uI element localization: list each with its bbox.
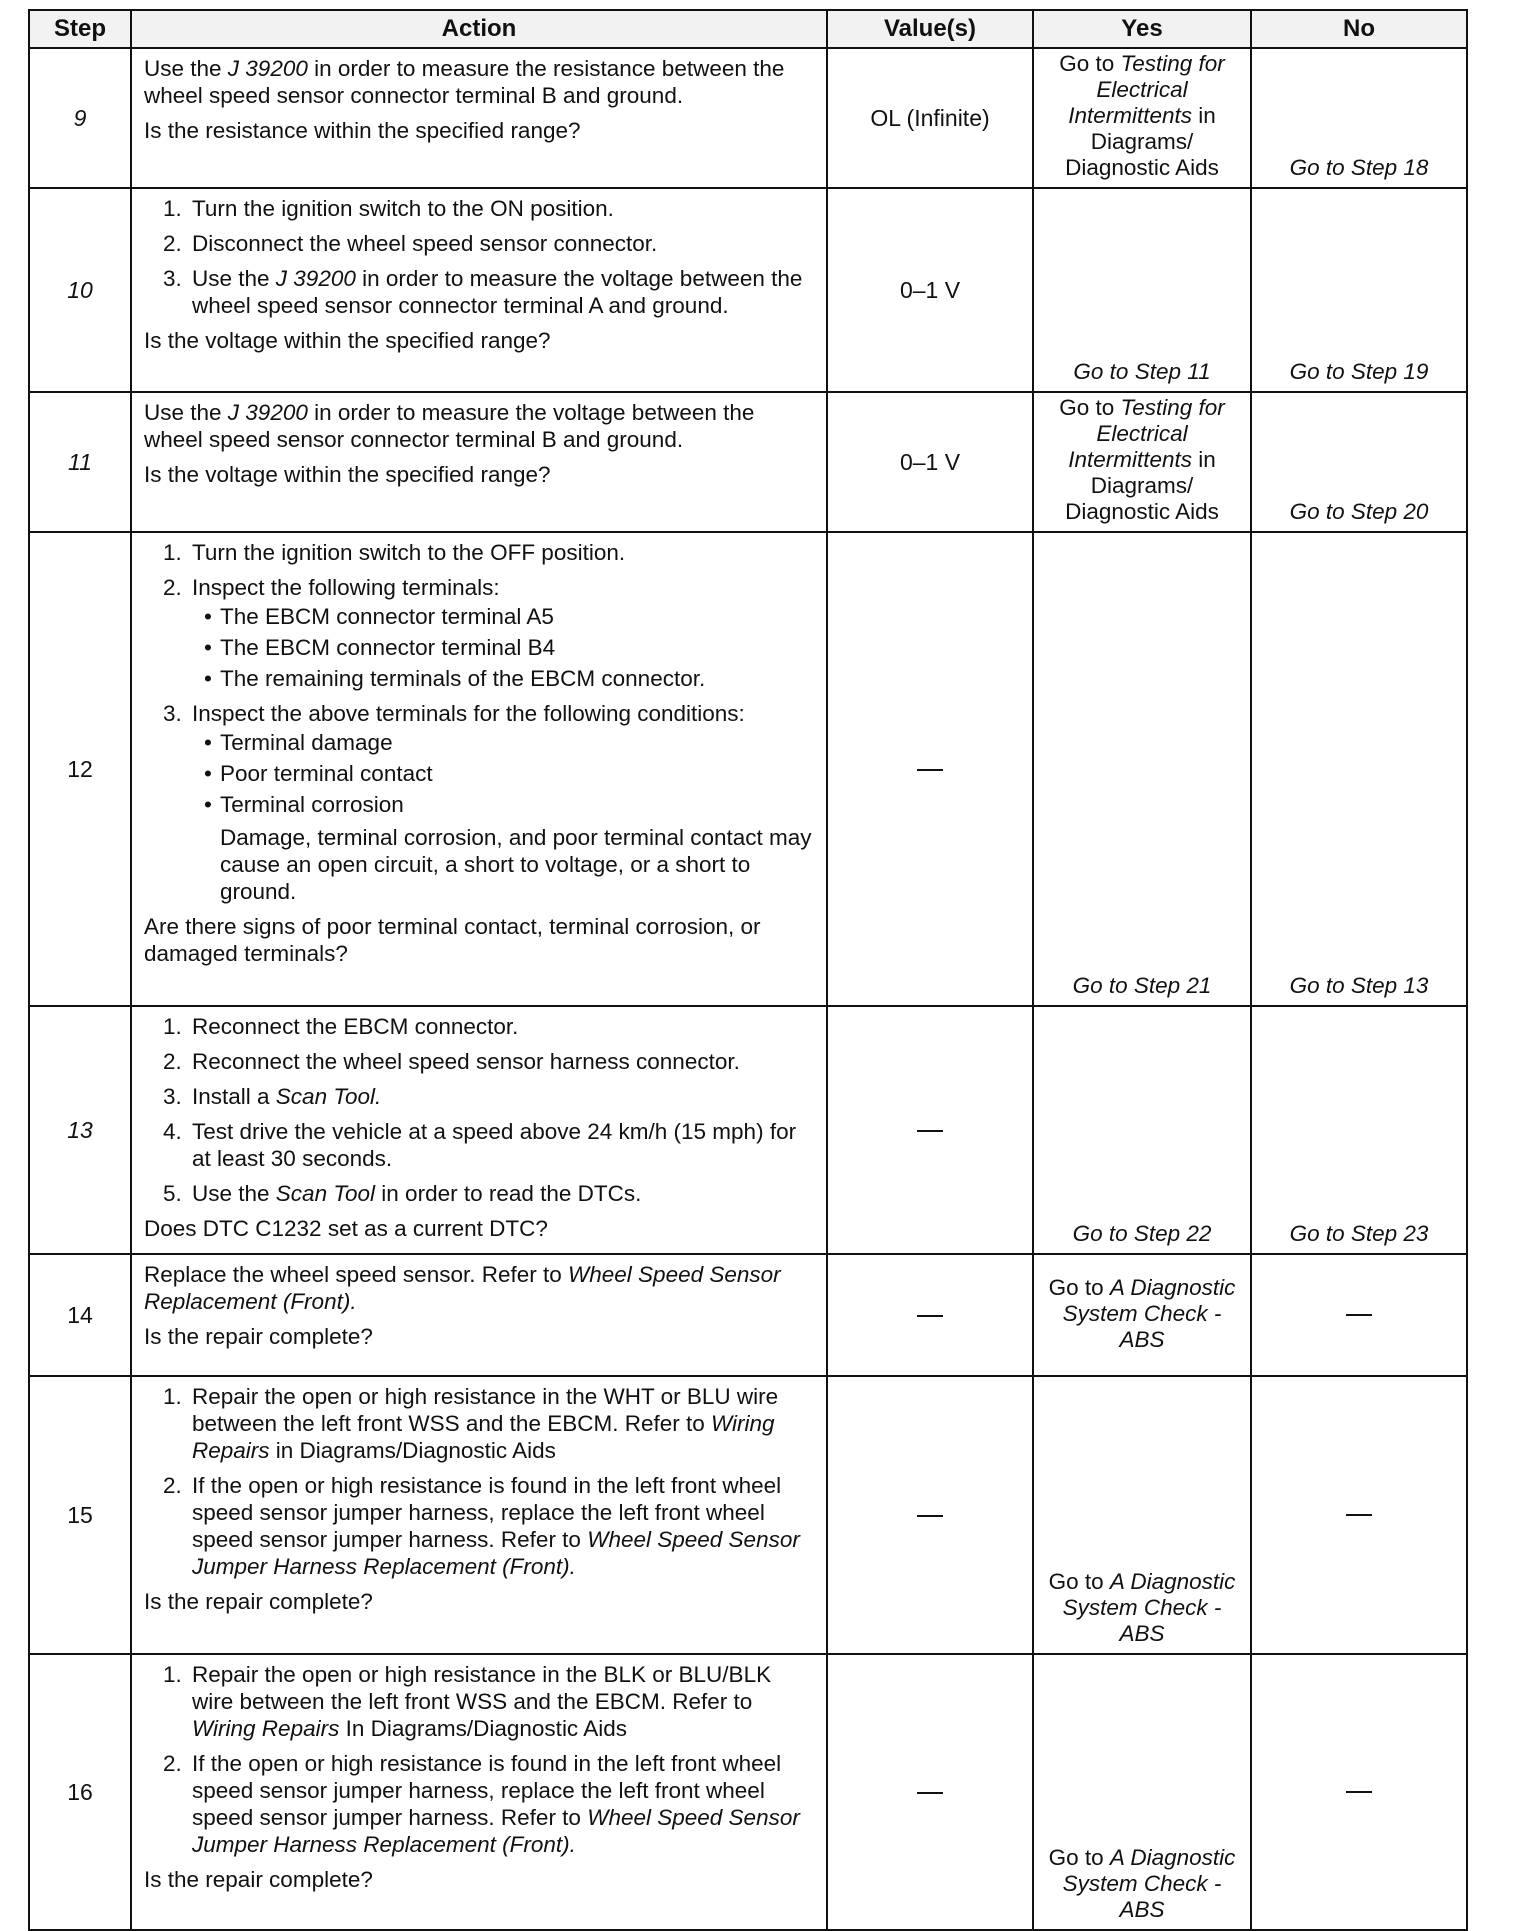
yes-cell: Go to A Diagnostic System Check - ABS: [1033, 1654, 1251, 1930]
header-yes: Yes: [1033, 10, 1251, 48]
tool-name: Scan Tool.: [275, 1084, 382, 1109]
reference-link[interactable]: A Diagnostic System Check - ABS: [1062, 1845, 1236, 1922]
bullet-item: • Terminal corrosion: [220, 791, 816, 818]
value-cell: [827, 1376, 1033, 1654]
reference-link[interactable]: Wheel Speed Sensor Jumper Harness Replacement (Front).: [192, 1527, 800, 1579]
action-text: Replace the wheel speed sensor. Refer to Wheel Speed Sensor Replacement (Front).: [144, 1262, 781, 1314]
reference-link[interactable]: A Diagnostic System Check - ABS: [1062, 1569, 1236, 1646]
no-cell[interactable]: Go to Step 19: [1251, 188, 1467, 392]
yes-cell: Go to Testing for Electrical Intermittents in Diagrams/ Diagnostic Aids: [1033, 48, 1251, 188]
list-item: 1. Repair the open or high resistance in the WHT or BLU wire between the left front WSS and the EBCM. Refer to Wiring Repairs in Diagrams/Diagnostic Aids: [188, 1383, 816, 1464]
dash-mark: [1346, 1514, 1372, 1516]
action-cell: [131, 1654, 827, 1930]
yes-cell: Go to A Diagnostic System Check - ABS: [1033, 1254, 1251, 1376]
action-text: Use the J 39200 in order to measure the resistance between the wheel speed sensor connector terminal B and ground.: [144, 56, 785, 108]
dash-mark: [917, 1515, 943, 1517]
action-list: [144, 1661, 816, 1858]
step-number: 15: [29, 1376, 131, 1654]
action-cell: [131, 188, 827, 392]
step-number: 14: [29, 1254, 131, 1376]
yes-cell[interactable]: Go to Step 21: [1033, 532, 1251, 1006]
bullet-item: • Poor terminal contact: [220, 760, 816, 787]
action-text: Use the J 39200 in order to measure the voltage between the wheel speed sensor connector terminal B and ground.: [144, 400, 755, 452]
dash-mark: [1346, 1314, 1372, 1316]
reference-link[interactable]: Testing for Electrical Intermittents: [1068, 51, 1225, 128]
list-item: 1. Turn the ignition switch to the OFF position.: [188, 539, 816, 566]
list-item: 2. Disconnect the wheel speed sensor connector.: [188, 230, 816, 257]
table-row: [29, 1254, 1467, 1376]
reference-link[interactable]: Wiring Repairs: [192, 1411, 775, 1463]
header-values: Value(s): [827, 10, 1033, 48]
reference-link[interactable]: Wheel Speed Sensor Replacement (Front).: [144, 1262, 781, 1314]
bullet-item: • Terminal damage: [220, 729, 816, 756]
header-no: No: [1251, 10, 1467, 48]
tool-name: Scan Tool: [275, 1181, 376, 1206]
bullet-list: [192, 603, 816, 692]
dash-mark: [917, 1315, 943, 1317]
no-cell: [1251, 1376, 1467, 1654]
list-item: 2. If the open or high resistance is found in the left front wheel speed sensor jumper harness, replace the left front wheel speed sensor jumper harness. Refer to Wheel Speed Sensor Jumper Harness Replacement (Front).: [188, 1472, 816, 1580]
question-text: Is the repair complete?: [144, 1867, 373, 1892]
no-cell: [1251, 1654, 1467, 1930]
yes-cell: Go to A Diagnostic System Check - ABS: [1033, 1376, 1251, 1654]
dash-mark: [917, 1130, 943, 1132]
dash-mark: [917, 1792, 943, 1794]
header-row: [29, 10, 1467, 48]
action-list: [144, 1013, 816, 1207]
table-row: [29, 188, 1467, 392]
table-row: [29, 392, 1467, 532]
yes-cell: Go to Testing for Electrical Intermittents in Diagrams/ Diagnostic Aids: [1033, 392, 1251, 532]
yes-cell[interactable]: Go to Step 22: [1033, 1006, 1251, 1254]
list-item: 2. Reconnect the wheel speed sensor harness connector.: [188, 1048, 816, 1075]
list-item: 3. Inspect the above terminals for the following conditions: • Terminal damage • Poor terminal contact • Terminal corrosion Damage, terminal corrosion, and poor terminal contact may cause an open circuit, a short to voltage, or a short to ground.: [188, 700, 816, 905]
value-cell: [827, 1654, 1033, 1930]
list-item: 1. Turn the ignition switch to the ON position.: [188, 195, 816, 222]
dash-mark: [1346, 1791, 1372, 1793]
no-cell[interactable]: Go to Step 20: [1251, 392, 1467, 532]
step-number: 13: [29, 1006, 131, 1254]
action-list: [144, 539, 816, 905]
tool-name: J 39200: [227, 400, 308, 425]
action-cell: [131, 532, 827, 1006]
step-number: 9: [29, 48, 131, 188]
list-item: 4. Test drive the vehicle at a speed above 24 km/h (15 mph) for at least 30 seconds.: [188, 1118, 816, 1172]
bullet-list: [192, 729, 816, 818]
reference-link[interactable]: Wiring Repairs: [192, 1716, 340, 1741]
list-item: 3. Install a Scan Tool.: [188, 1083, 816, 1110]
table-row: [29, 1006, 1467, 1254]
tool-name: J 39200: [275, 266, 356, 291]
action-list: [144, 1383, 816, 1580]
action-cell: [131, 1376, 827, 1654]
list-item: 3. Use the J 39200 in order to measure the voltage between the wheel speed sensor connector terminal A and ground.: [188, 265, 816, 319]
action-cell: [131, 1254, 827, 1376]
list-item: 1. Reconnect the EBCM connector.: [188, 1013, 816, 1040]
no-cell[interactable]: Go to Step 13: [1251, 532, 1467, 1006]
yes-cell[interactable]: Go to Step 11: [1033, 188, 1251, 392]
no-cell[interactable]: Go to Step 23: [1251, 1006, 1467, 1254]
step-number: 10: [29, 188, 131, 392]
diagnostic-table: [28, 9, 1468, 1931]
question-text: Is the repair complete?: [144, 1324, 373, 1349]
list-item: 2. If the open or high resistance is found in the left front wheel speed sensor jumper harness, replace the left front wheel speed sensor jumper harness. Refer to Wheel Speed Sensor Jumper Harness Replacement (Front).: [188, 1750, 816, 1858]
question-text: Is the voltage within the specified range?: [144, 328, 551, 353]
question-text: Is the repair complete?: [144, 1589, 373, 1614]
action-cell: [131, 1006, 827, 1254]
value-cell: [827, 1254, 1033, 1376]
value-cell: OL (Infinite): [827, 48, 1033, 188]
table-row: [29, 532, 1467, 1006]
bullet-item: • The EBCM connector terminal A5: [220, 603, 816, 630]
action-cell: [131, 392, 827, 532]
value-cell: 0–1 V: [827, 188, 1033, 392]
question-text: Is the voltage within the specified range?: [144, 462, 551, 487]
question-text: Is the resistance within the specified range?: [144, 118, 581, 143]
reference-link[interactable]: A Diagnostic System Check - ABS: [1062, 1275, 1236, 1352]
tool-name: J 39200: [227, 56, 308, 81]
action-list: [144, 195, 816, 319]
value-cell: [827, 532, 1033, 1006]
list-item: 2. Inspect the following terminals: • The EBCM connector terminal A5 • The EBCM connector terminal B4 • The remaining terminals of the EBCM connector.: [188, 574, 816, 692]
header-action: Action: [131, 10, 827, 48]
no-cell: [1251, 1254, 1467, 1376]
dash-mark: [917, 769, 943, 771]
step-number: 11: [29, 392, 131, 532]
bullet-item: • The EBCM connector terminal B4: [220, 634, 816, 661]
question-text: Does DTC C1232 set as a current DTC?: [144, 1216, 548, 1241]
question-text: Are there signs of poor terminal contact, terminal corrosion, or damaged terminals?: [144, 914, 761, 966]
bullet-item: • The remaining terminals of the EBCM connector.: [220, 665, 816, 692]
list-item: 5. Use the Scan Tool in order to read the DTCs.: [188, 1180, 816, 1207]
value-cell: 0–1 V: [827, 392, 1033, 532]
step-number: 12: [29, 532, 131, 1006]
table-row: [29, 1376, 1467, 1654]
step-number: 16: [29, 1654, 131, 1930]
no-cell[interactable]: Go to Step 18: [1251, 48, 1467, 188]
table-row: [29, 48, 1467, 188]
note-text: Damage, terminal corrosion, and poor terminal contact may cause an open circuit, a short to voltage, or a short to ground.: [220, 825, 812, 904]
list-item: 1. Repair the open or high resistance in the BLK or BLU/BLK wire between the left front WSS and the EBCM. Refer to Wiring Repairs In Diagrams/Diagnostic Aids: [188, 1661, 816, 1742]
table-row: [29, 1654, 1467, 1930]
action-cell: [131, 48, 827, 188]
value-cell: [827, 1006, 1033, 1254]
header-step: Step: [29, 10, 131, 48]
reference-link[interactable]: Wheel Speed Sensor Jumper Harness Replacement (Front).: [192, 1805, 800, 1857]
reference-link[interactable]: Testing for Electrical Intermittents: [1068, 395, 1225, 472]
